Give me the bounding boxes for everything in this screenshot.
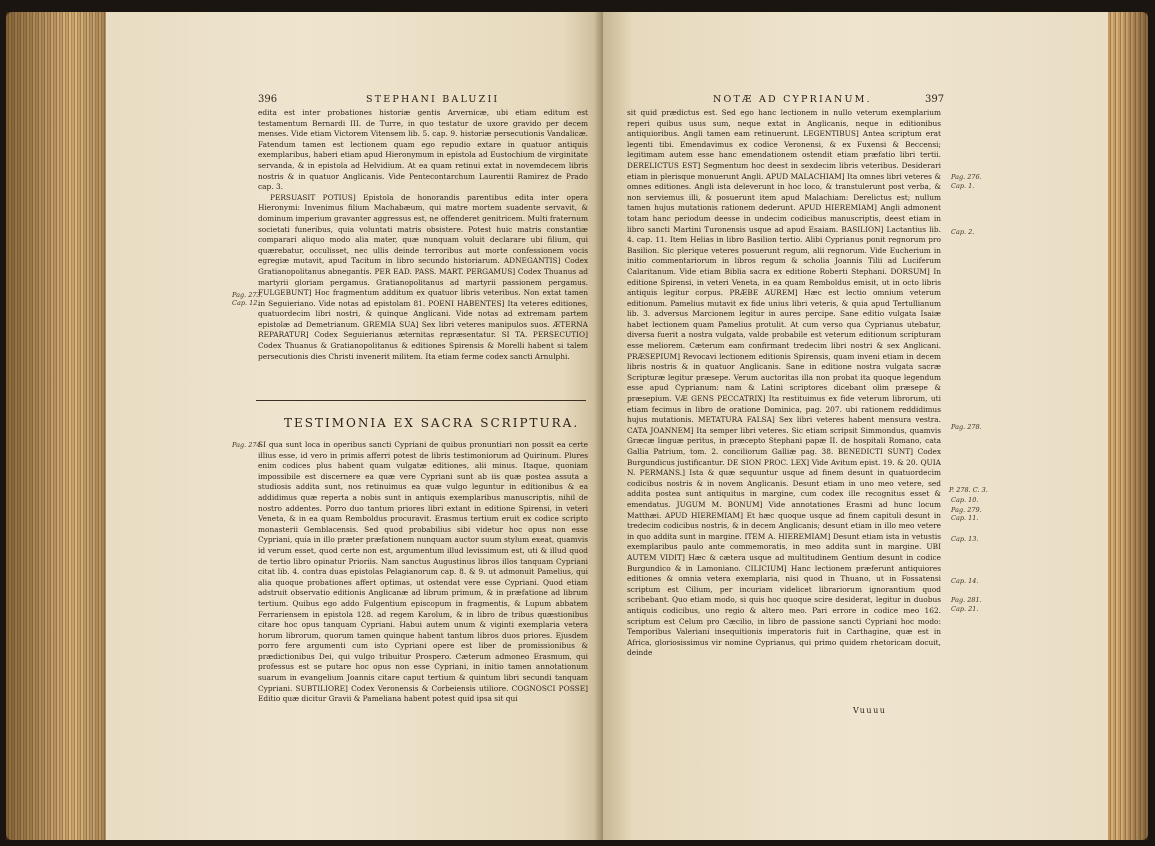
right-page-edges bbox=[1108, 12, 1148, 840]
right-margin-note-3: Cap. 2. bbox=[951, 228, 975, 236]
left-margin-note-2: Cap. 12. bbox=[232, 299, 260, 307]
right-margin-note-12: Cap. 21. bbox=[951, 605, 979, 613]
right-margin-note-6: Cap. 10. bbox=[951, 496, 979, 504]
section-title: TESTIMONIA EX SACRA SCRIPTURA. bbox=[284, 416, 580, 430]
right-margin-note-7: Pag. 279. bbox=[951, 506, 982, 514]
left-text-top bbox=[258, 108, 588, 362]
right-margin-note-4: Pag. 278. bbox=[951, 423, 982, 431]
right-page bbox=[603, 12, 1108, 840]
left-margin-note-1: Pag. 273. bbox=[232, 291, 263, 299]
right-margin-note-1: Pag. 276. bbox=[951, 173, 982, 181]
left-page-number: 396 bbox=[258, 94, 278, 105]
right-paragraph-main: sit quid prædictus est. Sed ego hanc lectionem in nullo veterum exemplarium reperi quibus usus sum, neque extat in Anglicanis, neque in editionibus antiquioribus. Angli tamen eam retinuerunt. LEGENTIBUS] Antea scriptum erat legenti tibi. Emendavimus ex codice Veronensi, & ex Fuxensi & Beccensi; legitimam autem esse hanc emendationem ostendit etiam præfatio libri tertii. DERELICTUS EST] Segmentum hoc deest in sexdecim libris veteribus. Desiderari etiam in plerisque monuerunt Angli. APUD MALACHIAM] Ita omnes libri veteres & omnes editiones. Angli ista deleverunt in hoc loco, & transtulerunt post verba, & non serviemus illi, & posuerunt item apud Malachiam: Derelictus est; nullum tamen hujus mutationis rationem dederunt. APUD HIEREMIAM] Angli admonent totam hanc periodum deesse in undecim codicibus manuscriptis, deest etiam in libro sancti Martini Turonensis usque ad apud Esaiam. BASILION] Lactantius lib. 4. cap. 11. Item Helias in libro Basilion tertio. Alibi Cyprianus ponit regnorum pro Basilion. Sic plerique veteres posuerunt regum, alii regnorum. Vide Eucherium in initio commentariorum in libros regum & scholia Joannis Tilii ad Luciferum Calaritanum. Vide etiam Biblia sacra ex editione Roberti Stephani. DORSUM] In editione Spirensi, in veteri Veneta, in ea quam Remboldus emisit, ut in octo libris antiquis legitur corpus. PRÆBE AUREM] Hæc est lectio omnium veterum editionum. Pamelius mutavit ex fide unius libri veteris, & quia apud Tertullianum lib. 3. adversus Marcionem legitur in aures percipe. Sane editio vulgata Isaiæ habet lectionem quam Pamelius protulit. At cum verso qua Cyprianus utebatur, diversa fuerit a nostra vulgata, valde probabile est veterum editionum scripturam esse meliorem. Cæterum eam confirmant tredecim libri nostri & sex Anglicani. PRÆSEPIUM] Revocavi lectionem editionis Spirensis, quam inveni etiam in decem libris nostris & in quatuor Anglicanis. Sane in editione nostra vulgata sacræ Scripturæ legitur præsepe. Verum auctoritas illa non probat ita quoque legendum esse apud Cyprianum: nam & Latini scriptores dicebant olim præsepe & præsepium. VÆ GENS PECCATRIX] Ita restituimus ex fide veterum librorum, uti etiam fecimus in libro de oratione Dominica, pag. 207. ubi rationem reddidimus hujus mutationis. METATURA FALSA] Sex libri veteres habent mensura vestra. CATA JOANNEM] Ita semper libri veteres. Sic etiam scripsit Simmondus, quamvis Græcæ linguæ peritus, in præcepto Stephani papæ II. de hospitali Romano, cata Gallia Patrium, tom. 2. conciliorum Galliæ pag. 38. BENEDICTI SUNT] Codex Burgundicus justificantur. DE SION PROC. LEX] Vide Avitum epist. 19. & 20. QUIA N. PERMANS.] Ista & quæ sequuntur usque ad finem desunt in quatuordecim codicibus nostris & in novem Anglicanis. Desunt etiam in uno meo vetere, sed addita postea sunt antiquitus in margine, cum codex ille recognitus esset & emendatus. JUGUM M. BONUM] Vide annotationes Erasmi ad hunc locum Matthæi. APUD HIEREMIAM] Et hæc quoque usque ad finem capituli desunt in tredecim codicibus nostris, & in decem Anglicanis; desunt etiam in illo meo vetere in quo addita sunt in margine. ITEM A. HIEREMIAM] Desunt etiam ista in vetustis exemplaribus paulo ante commemoratis, in meo addita sunt in margine. UBI AUTEM VIDIT] Hæc & cætera usque ad multitudinem Gentium desunt in codice Burgundico & in Lamoniano. CILICIUM] Hanc lectionem præferunt antiquiores editiones & omnia vetera exemplaria, nisi quod in Thuano, ut in Fossatensi scriptum est Cilium, per incuriam videlicet librariorum ignorantium quod scribebant. Quo etiam modo, si quis hoc quoque scire desiderat, legitur in duobus antiquis codicibus, uno regio & altero meo. Pari errore in codice meo 162. scriptum est Celum pro Cæcilio, in libro de passione sancti Cypriani hoc modo: Temporibus Valeriani insequitionis imperatoris fuit in Carthagine, quæ est in Africa, gloriosissimus vir nomine Cyprianus, qui primo quidem rhetoricam docuit, deinde bbox=[627, 108, 941, 658]
left-running-head: STEPHANI BALUZII bbox=[366, 94, 500, 105]
left-paragraph-testimonia: SI qua sunt loca in operibus sancti Cypriani de quibus pronuntiari non possit ea certe illius esse, id vero in primis afferri potest de libris testimoniorum ad Quirinum. Plures enim codices plus habent quam vulgatæ editiones, alii minus. Itaque, quoniam impossibile est discernere ea quæ vere Cypriani sunt ab iis quæ postea assuta a studiosis addita sunt, nos retinuimus ea quæ vulgo leguntur in editionibus & ea addidimus quæ reperta a nobis sunt in antiquis exemplaribus manuscriptis, nihil de nostro addentes. Porro duo tantum priores libri extant in editione Spirensi, in veteri Veneta, & in ea quam Remboldus procuravit. Erasmus tertium eruit ex codice scripto monasterii Gemblacensis. Sed quod probabilius sibi videtur hoc opus non esse Cypriani, quia in illo præter præfationem nunquam auctor suum stylum exeat, quamvis id verum esset, quod certe non est, argumentum illud levissimum est, uti & illud quod de tertio libro opinatur Prioriis. Nam sanctus Augustinus libros illos tanquam Cypriani citat lib. 4. contra duas epistolas Pelagianorum cap. 8. & 9. ut admonuit Pamelius, qui alia quoque probationes affert optimas, ut ostendat vere esse Cypriani. Quod etiam adstruit observatio editionis Anglicanæ ad librum primum, & in præfatione ad librum tertium. Quibus ego addo Fulgentium episcopum in fragmentis, & Lupum abbatem Ferrariensem in epistola 128. ad regem Karolum, & in libro de tribus quæstionibus citare hoc opus tanquam Cypriani. Habui autem unum & viginti exemplaria vetera horum librorum, quorum tamen quinque habent tantum libros duos priores. Ejusdem porro fere argumenti cum isto Cypriani opere est liber de promissionibus & prædictionibus Dei, qui vulgo tribuitur Prospero. Cæterum admoneo Erasmum, qui professus est se putare hoc opus non esse Cypriani, in initio tamen annotationum suarum in evangelium Joannis citare caput tertium & quintum libri secundi tanquam Cypriani. SUBTILIORE] Codex Veronensis & Corbeiensis utiliore. COGNOSCI POSSE] Editio quæ dicitur Gravii & Pameliana habent potest quid ipsa sit qui bbox=[258, 440, 588, 704]
left-text-testimonia bbox=[258, 440, 588, 720]
open-book bbox=[6, 12, 1148, 840]
section-rule bbox=[256, 400, 586, 401]
right-margin-note-5: P. 278. C. 3. bbox=[949, 486, 988, 494]
right-margin-note-2: Cap. 1. bbox=[951, 182, 975, 190]
right-page-number: 397 bbox=[925, 94, 945, 105]
right-running-head: NOTÆ AD CYPRIANUM. bbox=[713, 94, 872, 105]
left-page-edges bbox=[6, 12, 118, 840]
signature-mark: Vuuuu bbox=[853, 706, 887, 715]
left-margin-note-3: Pag. 274. bbox=[232, 441, 263, 449]
left-paragraph-lemmata: PERSUASIT POTIUS] Epistola de honorandis parentibus edita inter opera Hieronymi: Invenimus filium Machabæum, qui matre mortem suadente servavit, & dominum imperium gravanter aggressus est, ne offenderet genitricem. Multi fraternum societati funeribus, quia voluntati matris obsistere. Potest huic matris constantiæ comparari aliquo modo alia mater, quæ nunquam voluit declarare ubi filium, qui quærebatur, occulisset, nec ullis deinde terroribus aut morte confessionem vocis egregiæ mutavit, apud Tacitum in libro secundo historiarum. ADNEGANTIS] Codex Gratianopolitanus abnegantis. PER EAD. PASS. MART. PERGAMUS] Codex Thuanus ad martyrii gloriam pergamus. Gratianopolitanus ad martyrii passionem pergamus. FULGEBUNT] Hoc fragmentum additum ex quatuor libris veteribus. Non extat tamen in Seguieriano. Vide notas ad epistolam 81. POENI HABENTES] Ita veteres editiones, quatuordecim libri nostri, & quinque Anglicani. Vide notas ad extremam partem epistolæ ad Demetrianum. GREMIA SUA] Sex libri veteres manipulos suos. ÆTERNA REPARATUR] Codex Seguierianus æternitas repræsentatur. SI TA. PERSECUTIO] Codex Thuanus & Gratianopolitanus & editiones Spirensis & Morelli habent si talem persecutionis dies Christi invenerit militem. Ita etiam ferme codex sancti Arnulphi. bbox=[258, 192, 588, 361]
right-margin-note-10: Cap. 14. bbox=[951, 577, 979, 585]
right-margin-note-11: Pag. 281. bbox=[951, 596, 982, 604]
right-margin-note-8: Cap. 11. bbox=[951, 514, 979, 522]
left-page bbox=[106, 12, 603, 840]
right-margin-note-9: Cap. 13. bbox=[951, 535, 979, 543]
left-paragraph-top: edita est inter probationes historiæ gentis Arvernicæ, ubi etiam editum est testamentum Bernardi III. de Turre, in quo testatur de uxore gravido per decem menses. Vide etiam Victorem Vitensem lib. 5. cap. 9. historiæ persecutionis Vandalicæ. Fatendum tamen est lectionem quam ego repudio extare in quatuor antiquis exemplaribus, haberi etiam apud Hieronymum in epistola ad Eustochium de virginitate servanda, & in epistola ad Helvidium. At ea quam retinui extat in novemdecem libris nostris & in quatuor Anglicanis. Vide Pentecontarchum Laurentii Ramirez de Prado cap. 3. bbox=[258, 108, 588, 192]
right-text-main bbox=[627, 108, 941, 702]
